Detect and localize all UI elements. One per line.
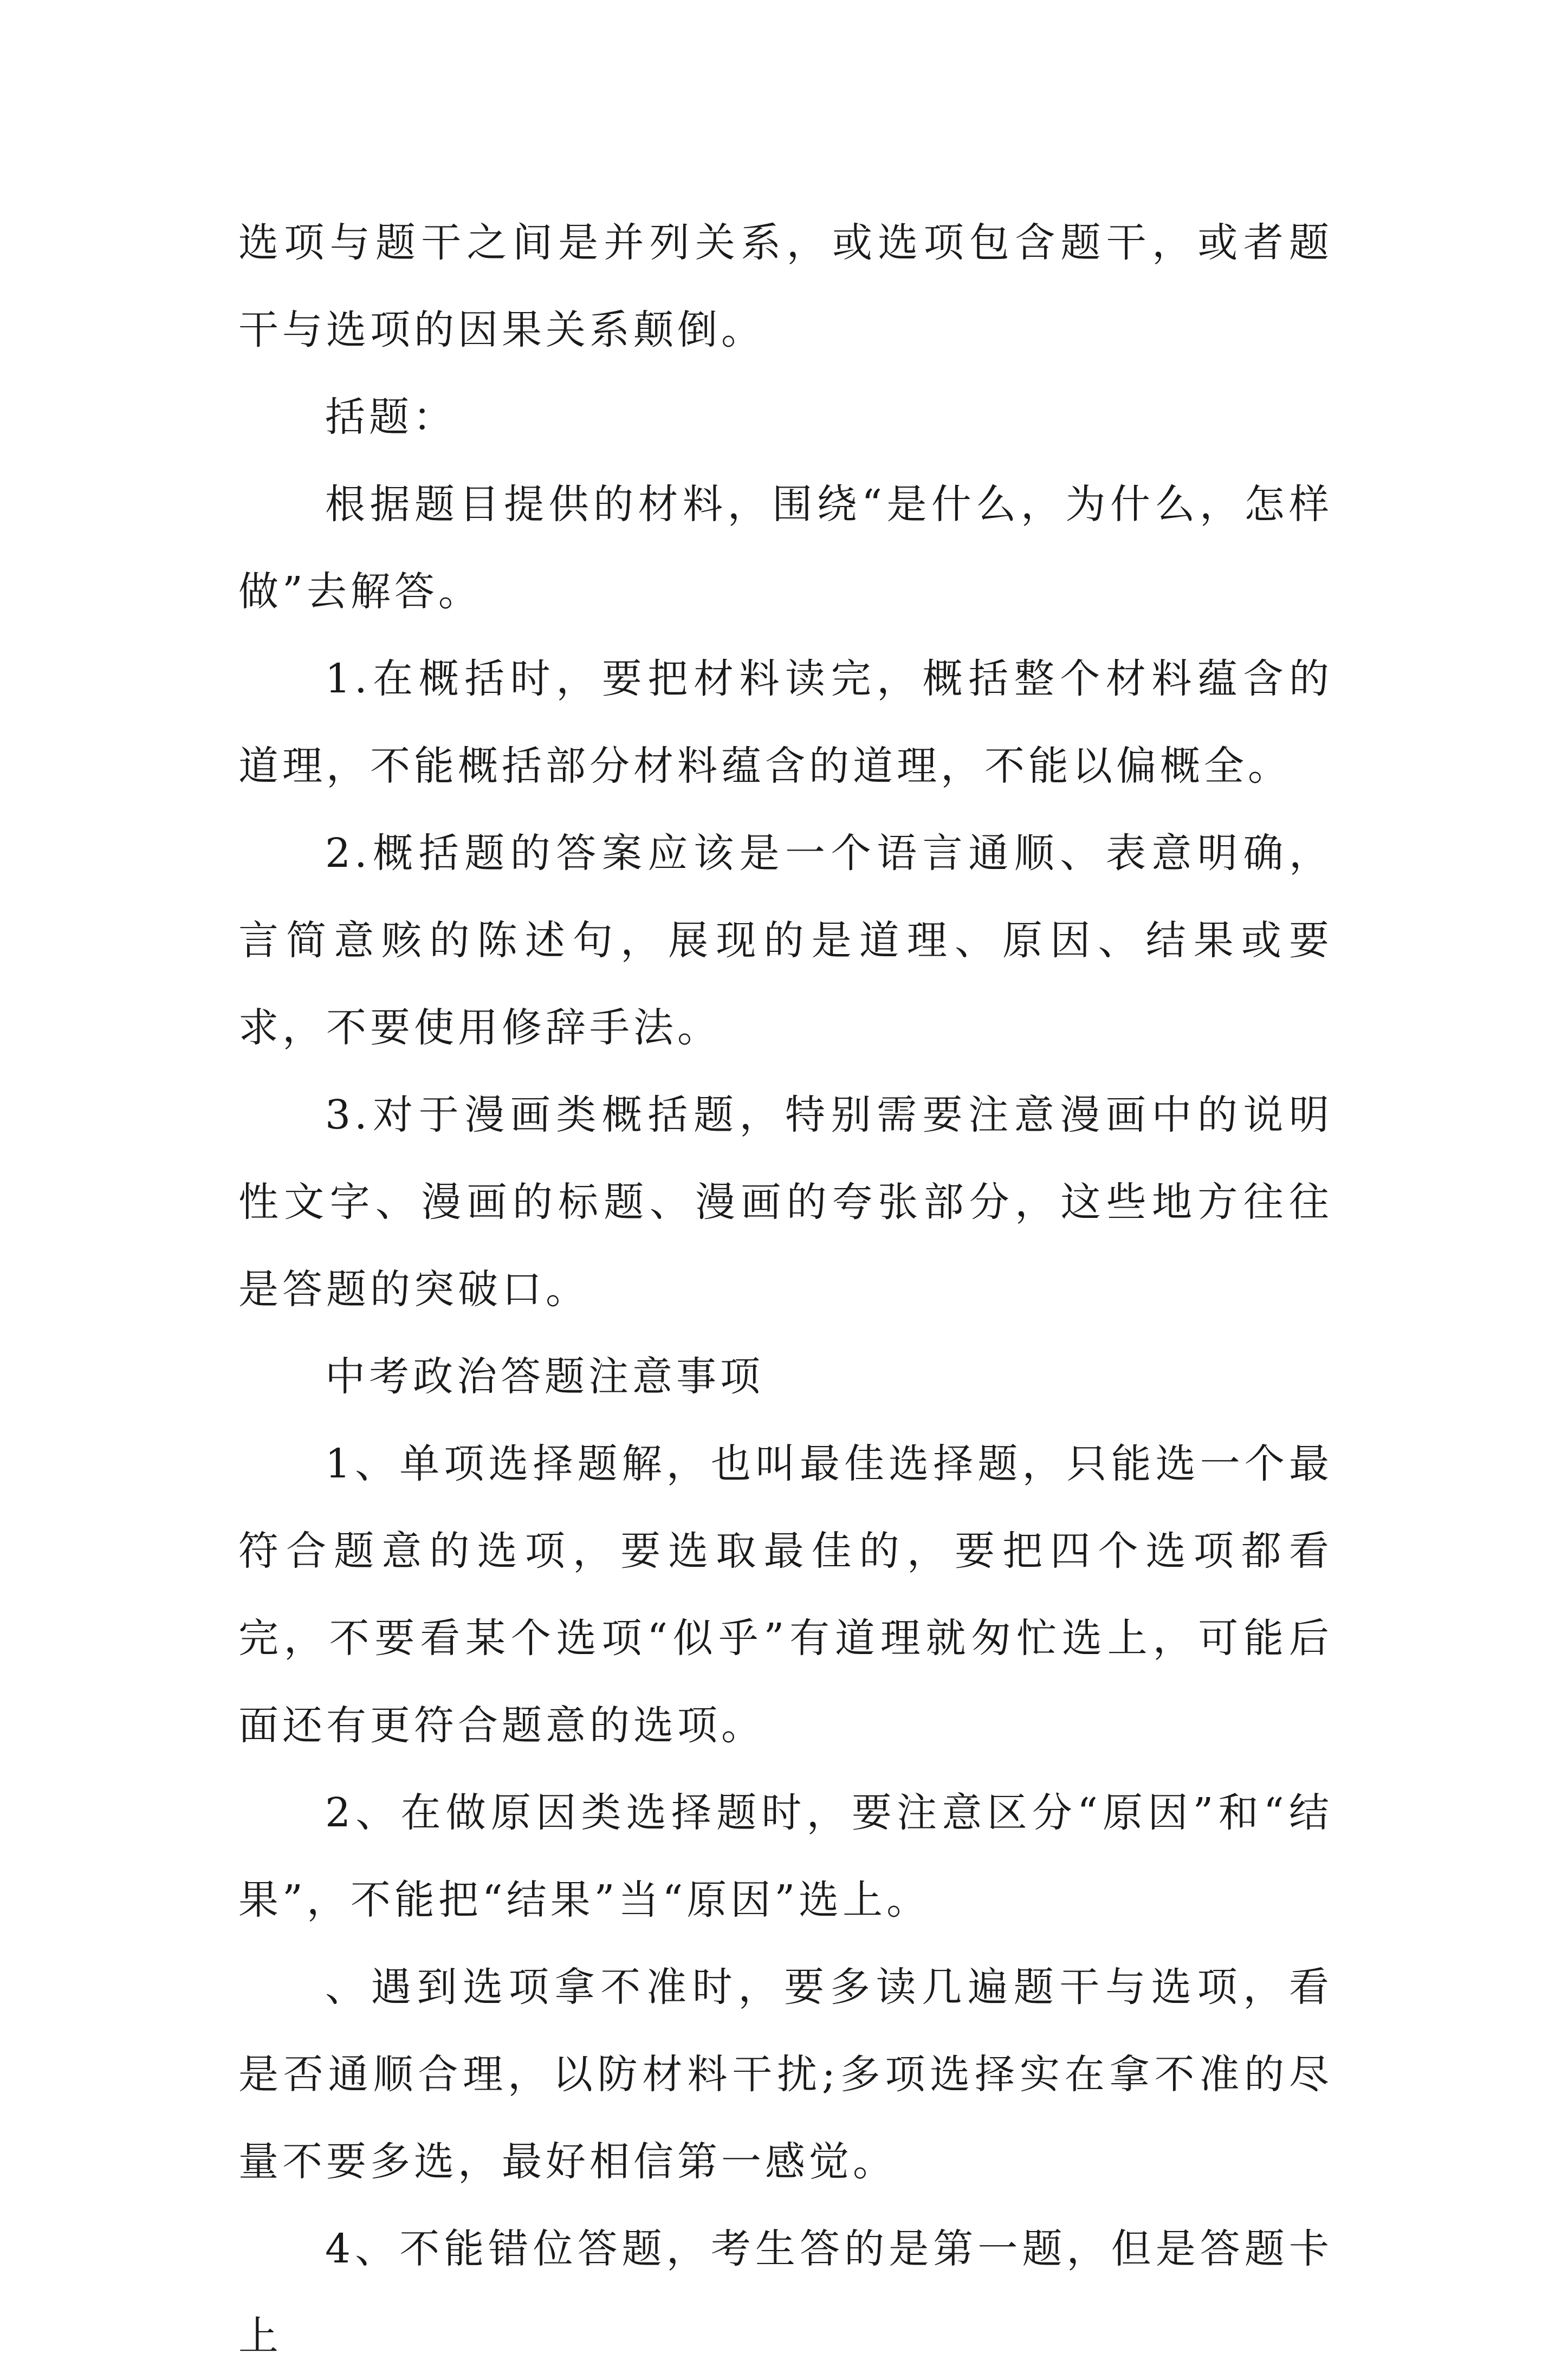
paragraph-point-3: 3.对于漫画类概括题，特别需要注意漫画中的说明性文字、漫画的标题、漫画的夸张部分，这些地方往往是答题的突破口。 xyxy=(238,1092,1333,1313)
paragraph-point-1: 1.在概括时，要把材料读完，概括整个材料蕴含的道理，不能概括部分材料蕴含的道理，不能以偏概全。 xyxy=(238,656,1333,789)
paragraph-point-2: 2.概括题的答案应该是一个语言通顺、表意明确，言简意赅的陈述句，展现的是道理、原因、结果或要求，不要使用修辞手法。 xyxy=(238,830,1333,1051)
section-heading: 中考政治答题注意事项 xyxy=(325,1353,764,1400)
paragraph-section-label: 括题： xyxy=(325,394,457,440)
paragraph-item-4: 4、不能错位答题，考生答的是第一题，但是答题卡上 xyxy=(238,2226,1333,2359)
paragraph-item-2: 2、在做原因类选择题时，要注意区分“原因”和“结果”，不能把“结果”当“原因”选上。 xyxy=(238,1789,1333,1923)
paragraph-item-1: 1、单项选择题解，也叫最佳选择题，只能选一个最符合题意的选项，要选取最佳的，要把四个选项都看完，不要看某个选项“似乎”有道理就匆忙选上，可能后面还有更符合题意的选项。 xyxy=(238,1441,1333,1749)
paragraph-intro: 根据题目提供的材料，围绕“是什么，为什么，怎样做”去解答。 xyxy=(238,481,1333,615)
paragraph-continuation: 选项与题干之间是并列关系，或选项包含题干，或者题干与选项的因果关系颠倒。 xyxy=(238,219,1333,353)
paragraph-item-3: 、遇到选项拿不准时，要多读几遍题干与选项，看是否通顺合理，以防材料干扰;多项选择实在拿不准的尽量不要多选，最好相信第一感觉。 xyxy=(238,1964,1333,2185)
document-body xyxy=(238,199,1333,2380)
